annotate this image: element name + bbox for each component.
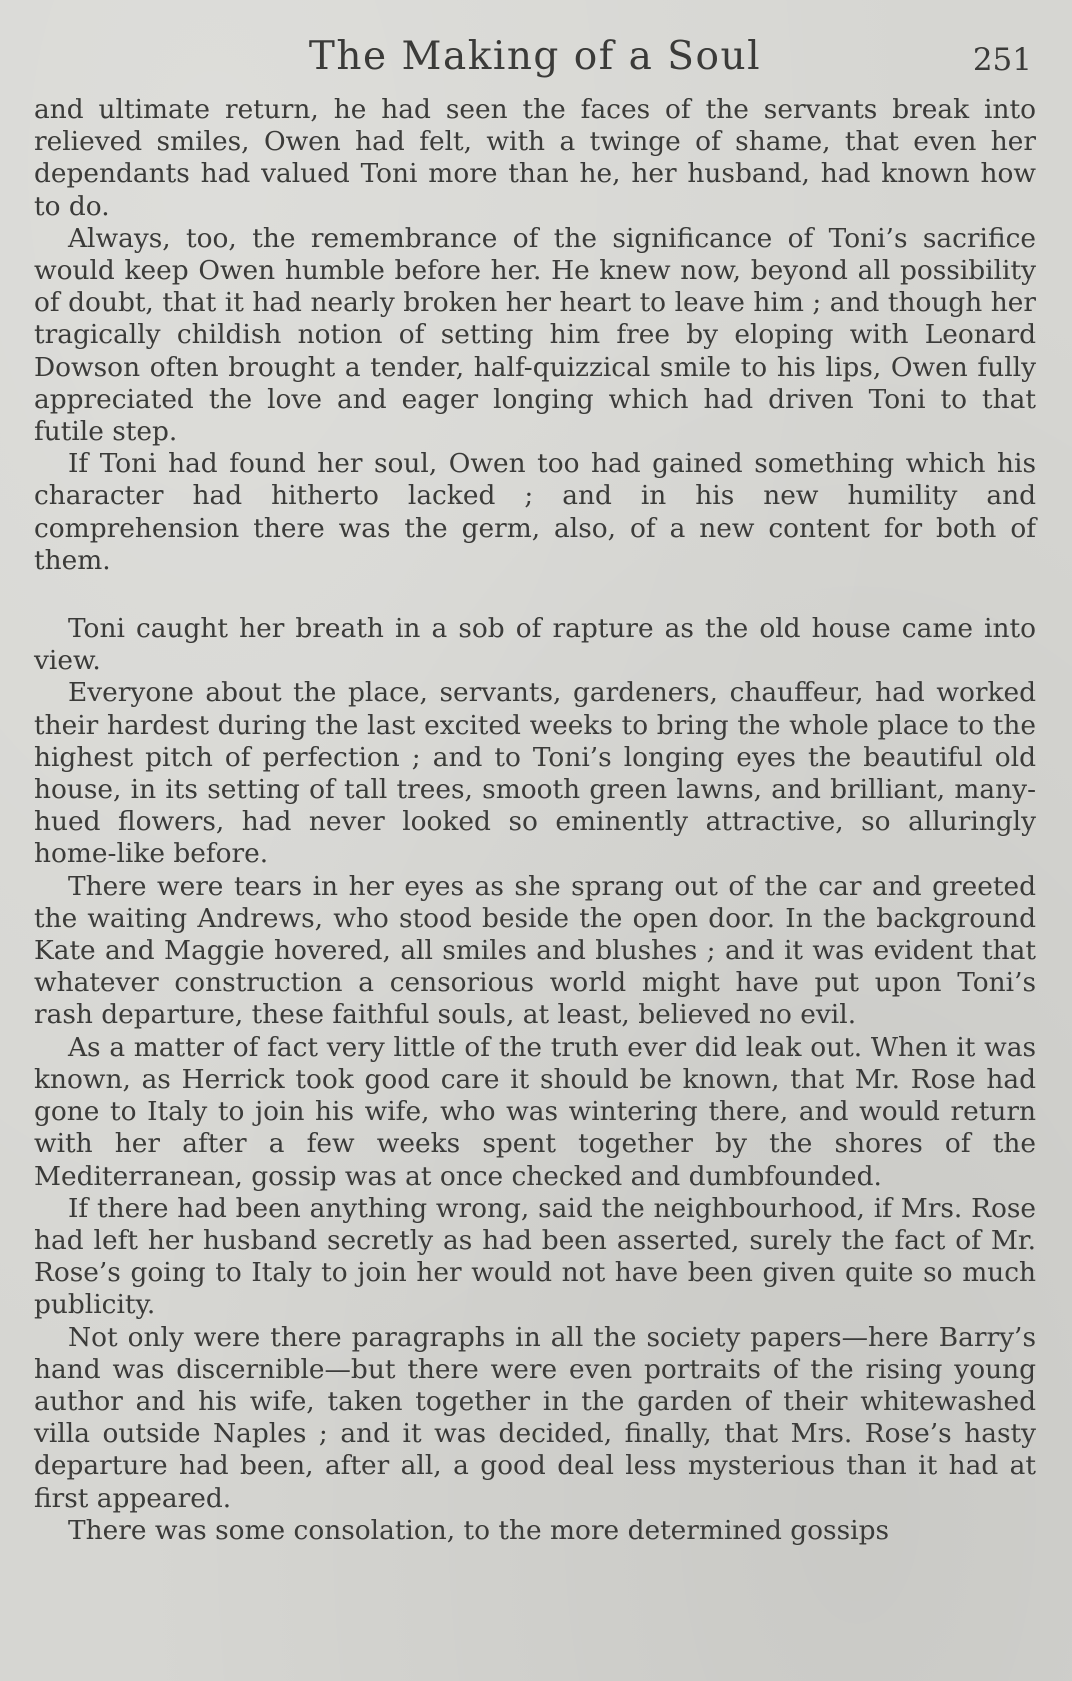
body-text	[34, 94, 1036, 1547]
paragraph-continued: and ultimate return, he had seen the faces of the servants break into relieved smiles, Owen had felt, with a twinge of shame, that even her dependants had valued Toni more than he, her husband, had known how to do.	[34, 94, 1036, 222]
page-title: The Making of a Soul	[308, 34, 762, 79]
paragraph-consolation: There was some consolation, to the more determined gossips	[68, 1514, 890, 1546]
running-head	[34, 16, 1036, 94]
paragraph-society-papers: Not only were there paragraphs in all the society papers—here Barry’s hand was discernible—but there were even portraits of the rising young author and his wife, taken together in the garden of their whitewashed villa outside Naples ; and it was decided, finally, that Mrs. Rose’s hasty departure had been, after all, a good deal less mysterious than it had at first appeared.	[34, 1321, 1036, 1514]
paragraph-owen-humility: If Toni had found her soul, Owen too had gained something which his character had hitherto lacked ; and in his new humility and comprehension there was the germ, also, of a new content for both of them.	[34, 448, 1036, 576]
page-number: 251	[972, 42, 1032, 78]
paragraph-house-view: Toni caught her breath in a sob of rapture as the old house came into view.	[34, 613, 1036, 677]
paragraph-neighbourhood: If there had been anything wrong, said the neighbourhood, if Mrs. Rose had left her husband secretly as had been asserted, surely the fact of Mr. Rose’s going to Italy to join her would not have been given quite so much publicity.	[34, 1192, 1036, 1321]
paragraph-matter-of-fact: As a matter of fact very little of the truth ever did leak out. When it was known, as Herrick took good care it should be known, that Mr. Rose had gone to Italy to join his wife, who was wintering there, and would return with her after a few weeks spent together by the shores of the Mediterranean, gossip was at once checked and dumbfounded.	[34, 1031, 1036, 1192]
paragraph-everyone: Everyone about the place, servants, gardeners, chauffeur, had worked their hardest during the last excited weeks to bring the whole place to the highest pitch of perfection ; and to Toni’s longing eyes the beautiful old house, in its setting of tall trees, smooth green lawns, and brilliant, many-hued flowers, had never looked so eminently attractive, so alluringly home-like before.	[34, 677, 1036, 870]
section-break	[34, 577, 1036, 613]
paragraph-tears: There were tears in her eyes as she sprang out of the car and greeted the waiting Andrews, who stood beside the open door. In the background Kate and Maggie hovered, all smiles and blushes ; and it was evident that whatever construction a censorious world might have put upon Toni’s rash departure, these faithful souls, at least, believed no evil.	[34, 870, 1036, 1031]
paragraph-toni-sacrifice: Always, too, the remembrance of the significance of Toni’s sacrifice would keep Owen humble before her. He knew now, beyond all possibility of doubt, that it had nearly broken her heart to leave him ; and though her tragically childish notion of setting him free by eloping with Leonard Dowson often brought a tender, half-quizzical smile to his lips, Owen fully appreciated the love and eager longing which had driven Toni to that futile step.	[34, 222, 1036, 448]
